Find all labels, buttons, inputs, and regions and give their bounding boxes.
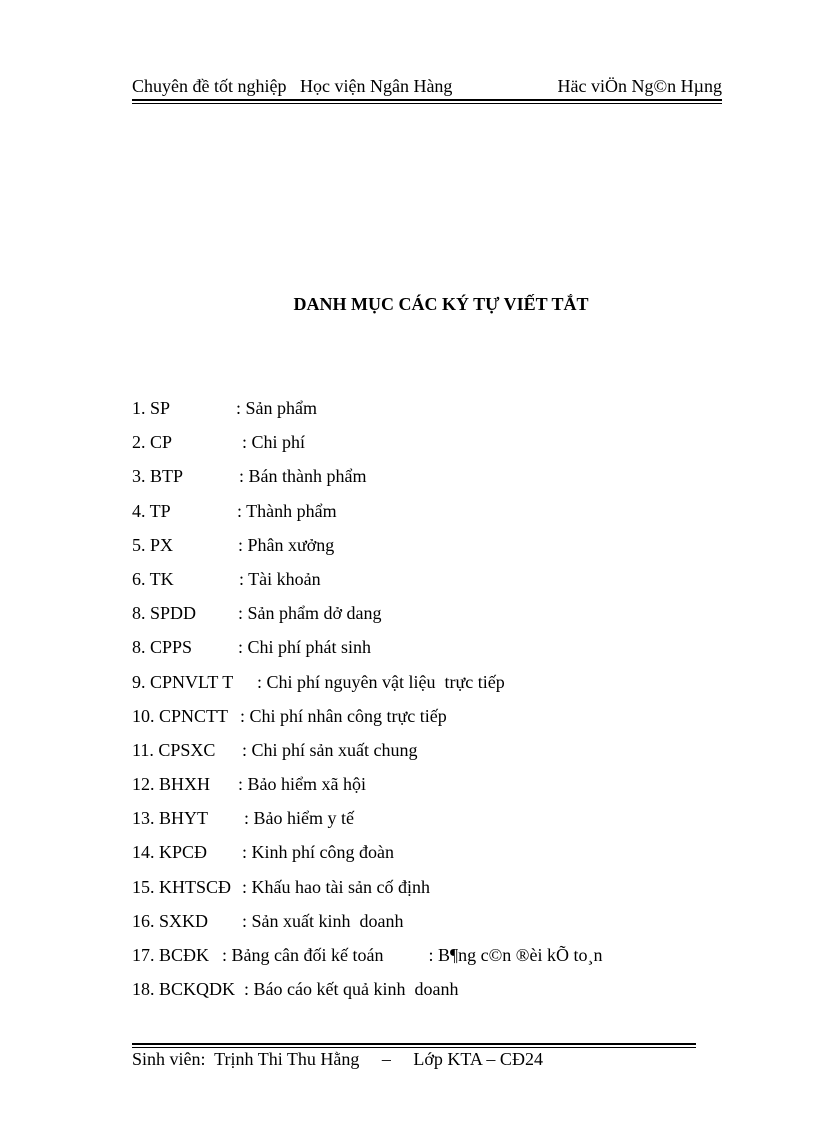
definition: : Sản xuất kinh doanh bbox=[242, 910, 404, 931]
definition: : Chi phí bbox=[242, 432, 306, 453]
abbreviation: 12. BHXH bbox=[132, 774, 211, 795]
definition: : Sản phẩm bbox=[236, 398, 317, 418]
header-left-text: Chuyên đề tốt nghiệp Học viện Ngân Hàng bbox=[132, 76, 453, 96]
abbreviation: 17. BCĐK bbox=[132, 945, 210, 965]
abbreviation: 8. SPDD bbox=[132, 603, 197, 624]
list-item bbox=[132, 567, 732, 601]
abbreviation: 5. PX bbox=[132, 534, 174, 555]
page-footer: Sinh viên: Trịnh Thi Thu Hằng – Lớp KTA – CĐ24 bbox=[132, 1049, 543, 1069]
definition: : Tài khoản bbox=[239, 568, 321, 589]
footer-rule-thick bbox=[132, 1043, 696, 1045]
definition: : Bảo hiểm xã hội bbox=[238, 774, 366, 795]
list-item bbox=[132, 943, 732, 977]
definition: : Bán thành phẩm bbox=[239, 466, 367, 487]
abbreviation: 2. CP bbox=[132, 432, 173, 453]
abbreviation: 4. TP bbox=[132, 500, 171, 521]
page-header bbox=[132, 74, 722, 100]
abbreviation: 11. CPSXC bbox=[132, 739, 216, 760]
list-item bbox=[132, 430, 732, 464]
definition: : Chi phí nguyên vật liệu trực tiếp bbox=[257, 671, 505, 692]
definition: : Khấu hao tài sản cố định bbox=[242, 876, 430, 897]
header-rule-thin bbox=[132, 103, 722, 104]
header-rule-thick bbox=[132, 99, 722, 101]
page-title: DANH MỤC CÁC KÝ TỰ VIẾT TẮT bbox=[293, 294, 589, 314]
list-item bbox=[132, 772, 732, 806]
definition: : Bảng cân đối kế toán : B¶ng c©n ®èi kÕ to¸n bbox=[222, 945, 603, 965]
list-item bbox=[132, 738, 732, 772]
definition: : Chi phí sản xuất chung bbox=[242, 739, 418, 760]
list-item bbox=[132, 533, 732, 567]
abbreviation: 6. TK bbox=[132, 568, 174, 589]
definition: : Bảo hiểm y tế bbox=[244, 808, 354, 829]
abbreviation: 18. BCKQDK bbox=[132, 979, 236, 1000]
abbreviation: 14. KPCĐ bbox=[132, 842, 208, 863]
abbreviation: 8. CPPS bbox=[132, 637, 193, 658]
definition: : Sản phẩm dở dang bbox=[238, 603, 382, 624]
abbreviation: 10. CPNCTT bbox=[132, 705, 229, 726]
list-item bbox=[132, 840, 732, 874]
list-item bbox=[132, 635, 732, 669]
list-item bbox=[132, 977, 732, 1011]
definition: : Thành phẩm bbox=[237, 500, 337, 521]
definition: : Chi phí phát sinh bbox=[238, 637, 372, 658]
definition: : Phân xưởng bbox=[238, 534, 335, 555]
footer-rule-thin bbox=[132, 1047, 696, 1048]
abbreviation: 1. SP bbox=[132, 398, 171, 418]
list-item bbox=[132, 464, 732, 498]
list-item bbox=[132, 704, 732, 738]
abbreviation: 3. BTP bbox=[132, 466, 184, 487]
list-item bbox=[132, 875, 732, 909]
definition: : Báo cáo kết quả kinh doanh bbox=[244, 979, 459, 1000]
abbreviation: 13. BHYT bbox=[132, 808, 208, 829]
abbreviation-list bbox=[132, 396, 732, 1011]
abbreviation: 16. SXKD bbox=[132, 910, 209, 931]
definition: : Kinh phí công đoàn bbox=[242, 842, 394, 863]
list-item bbox=[132, 601, 732, 635]
abbreviation: 15. KHTSCĐ bbox=[132, 876, 232, 897]
list-item bbox=[132, 670, 732, 704]
definition: : Chi phí nhân công trực tiếp bbox=[240, 705, 447, 726]
list-item bbox=[132, 909, 732, 943]
abbreviation: 9. CPNVLT T bbox=[132, 671, 234, 692]
list-item bbox=[132, 396, 732, 430]
header-right-text: Häc viÖn Ng©n Hµng bbox=[557, 76, 722, 96]
list-item bbox=[132, 499, 732, 533]
list-item bbox=[132, 806, 732, 840]
